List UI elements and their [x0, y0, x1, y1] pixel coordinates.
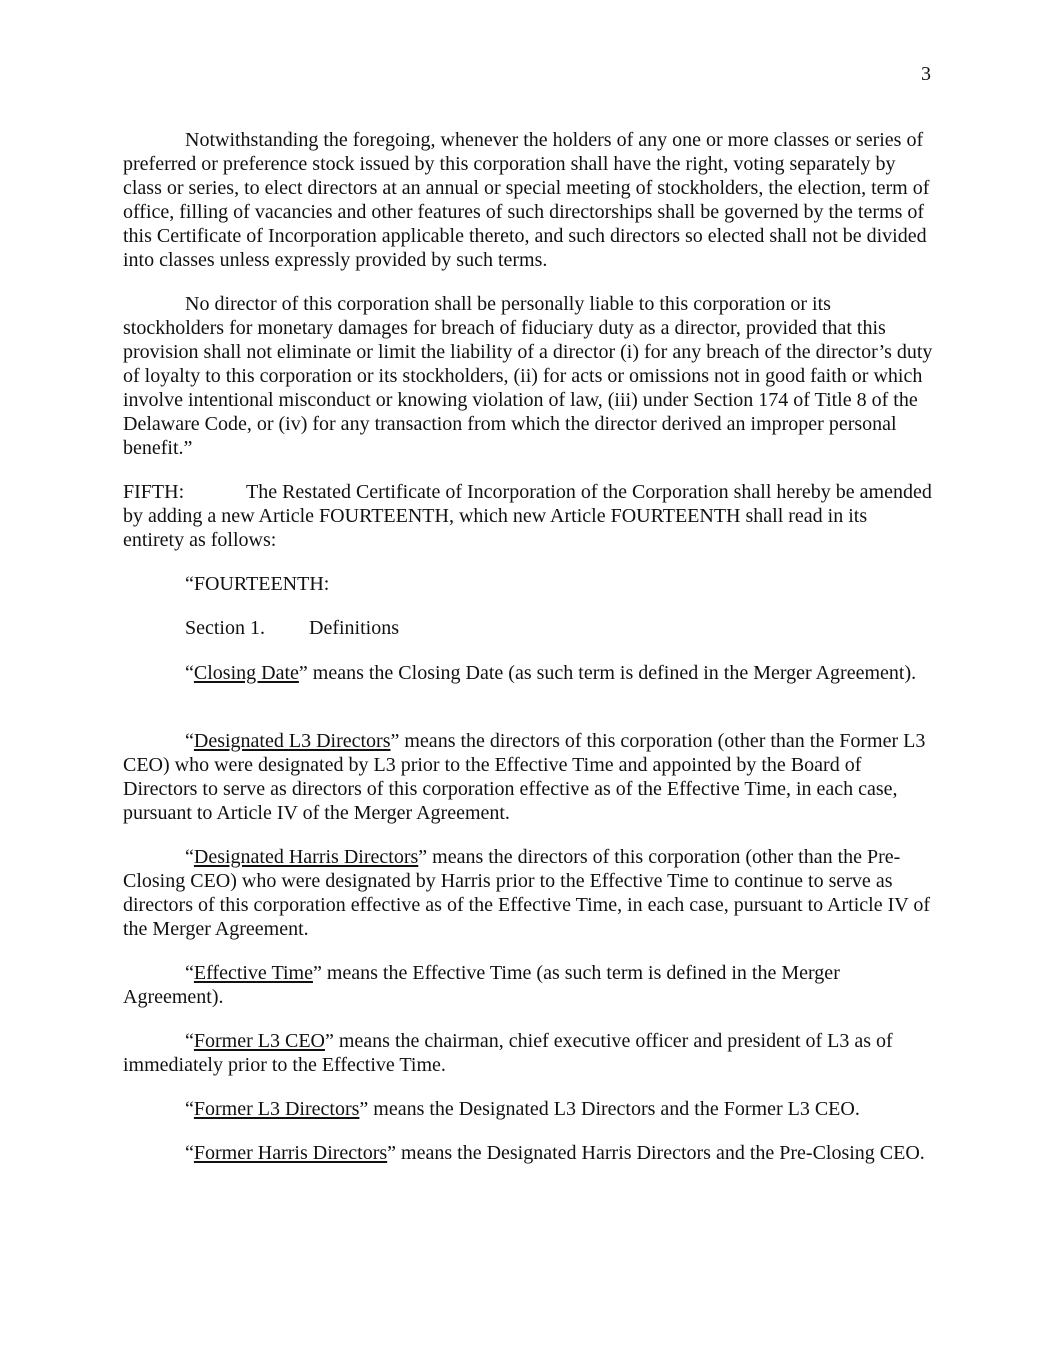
- open-quote: “: [185, 1098, 194, 1120]
- definition-former-l3-directors: [123, 1097, 933, 1121]
- open-quote: “: [185, 1030, 194, 1052]
- definition-text: ” means the Closing Date (as such term is defined in the Merger Agreement).: [298, 662, 917, 684]
- definition-designated-l3-directors: [123, 729, 933, 825]
- open-quote: “: [185, 962, 194, 984]
- definition-closing-date: [123, 661, 933, 685]
- defined-term: Designated Harris Directors: [193, 846, 419, 868]
- defined-term: Former L3 Directors: [193, 1098, 360, 1120]
- definition-text: ” means the chairman, chief executive officer and president of L3 as of immediately prior to the Effective Time.: [123, 1030, 893, 1076]
- fifth-label: FIFTH:: [123, 481, 185, 503]
- definition-former-l3-ceo: [123, 1029, 933, 1077]
- definition-text: ” means the Effective Time (as such term is defined in the Merger Agreement).: [123, 962, 840, 1008]
- definition-former-harris-directors: [123, 1141, 933, 1165]
- fourteenth-heading: “FOURTEENTH:: [185, 573, 330, 595]
- definition-text: ” means the Designated L3 Directors and the Former L3 CEO.: [359, 1098, 860, 1120]
- defined-term: Closing Date: [193, 662, 299, 684]
- section-1-heading: [185, 616, 933, 640]
- open-quote: “: [185, 846, 194, 868]
- open-quote: “: [185, 1142, 194, 1164]
- fifth-text: The Restated Certificate of Incorporation of the Corporation shall hereby be amended by adding a new Article FOURTEENTH, which new Article FOURTEENTH shall read in its entirety as follows:: [123, 481, 932, 551]
- open-quote: “: [185, 662, 194, 684]
- paragraph-fifth: [123, 480, 933, 552]
- definition-text: ” means the Designated Harris Directors and the Pre-Closing CEO.: [387, 1142, 925, 1164]
- open-quote: “: [185, 730, 194, 752]
- defined-term: Designated L3 Directors: [193, 730, 391, 752]
- definition-text: ” means the directors of this corporation (other than the Former L3 CEO) who were designated by L3 prior to the Effective Time and appointed by the Board of Directors to serve as directors of this corporation effective as of the Effective Time, in each case, pursuant to Article IV of the Merger Agreement.: [123, 730, 926, 824]
- page-number: 3: [921, 63, 931, 85]
- definition-text: ” means the directors of this corporation (other than the Pre-Closing CEO) who were designated by Harris prior to the Effective Time to continue to serve as directors of this corporation effective as of the Effective Time, in each case, pursuant to Article IV of the Merger Agreement.: [123, 846, 930, 940]
- defined-term: Former L3 CEO: [193, 1030, 325, 1052]
- section-1-label: Section 1.: [185, 617, 265, 639]
- defined-term: Former Harris Directors: [193, 1142, 388, 1164]
- definition-designated-harris-directors: [123, 845, 933, 941]
- paragraph-director-liability: No director of this corporation shall be personally liable to this corporation or its stockholders for monetary damages for breach of fiduciary duty as a director, provided that this provision shall not eliminate or limit the liability of a director (i) for any breach of the director’s duty of loyalty to this corporation or its stockholders, (ii) for acts or omissions not in good faith or which involve intentional misconduct or knowing violation of law, (iii) under Section 174 of Title 8 of the Delaware Code, or (iv) for any transaction from which the director derived an improper personal benefit.”: [123, 293, 933, 459]
- section-1-title: Definitions: [309, 617, 399, 639]
- definition-effective-time: [123, 961, 933, 1009]
- defined-term: Effective Time: [193, 962, 313, 984]
- paragraph-preferred-stock-directors: Notwithstanding the foregoing, whenever the holders of any one or more classes or series of preferred or preference stock issued by this corporation shall have the right, voting separately by class or series, to elect directors at an annual or special meeting of stockholders, the election, term of office, filling of vacancies and other features of such directorships shall be governed by the terms of this Certificate of Incorporation applicable thereto, and such directors so elected shall not be divided into classes unless expressly provided by such terms.: [123, 129, 930, 271]
